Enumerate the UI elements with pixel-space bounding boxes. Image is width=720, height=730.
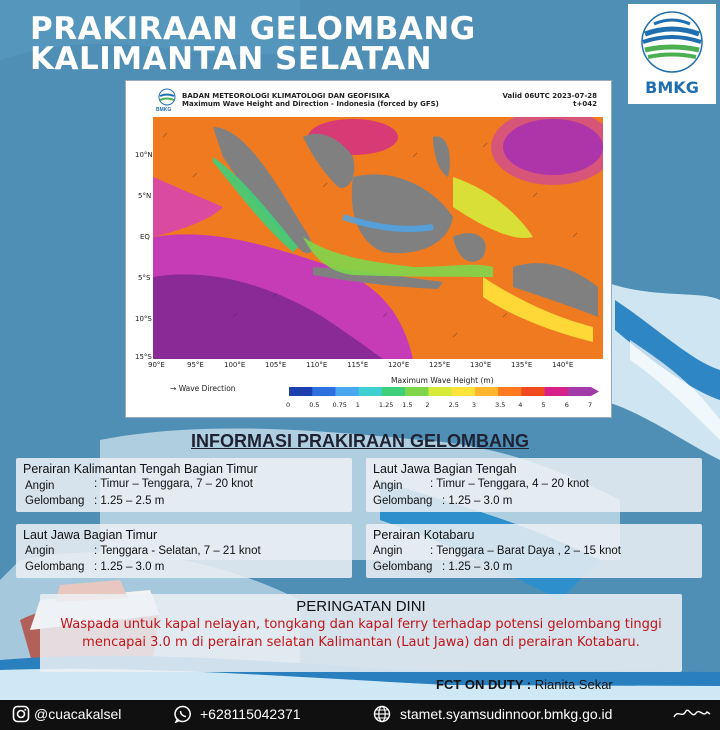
- colorbar-swatch: [521, 387, 545, 396]
- footer-bar: [0, 700, 720, 730]
- instagram-handle[interactable]: @cuacakalsel: [34, 706, 122, 722]
- colorbar-tick: 0.5: [309, 401, 320, 409]
- angin-label: Angin: [25, 545, 55, 557]
- colorbar-swatch: [498, 387, 522, 396]
- arrow-icon: →: [170, 384, 177, 393]
- lon-label-7: 120°E: [388, 361, 410, 369]
- gelombang-text: 1.25 – 3.0 m: [448, 495, 513, 507]
- colorbar-tick: 0.75: [332, 401, 347, 409]
- colorbar-extend-arrow: [591, 387, 599, 396]
- gelombang-text: 1.25 – 2.5 m: [100, 495, 165, 507]
- colorbar-swatch: [568, 387, 592, 396]
- colorbar-swatch: [359, 387, 383, 396]
- colorbar-tick: 3.5: [495, 401, 506, 409]
- angin-value: : Tenggara - Selatan, 7 – 21 knot: [94, 545, 261, 557]
- colorbar-tick: 1.5: [402, 401, 413, 409]
- wave-direction-label: Wave Direction: [178, 384, 236, 393]
- lon-label-5: 110°E: [306, 361, 328, 369]
- colorbar-tick: 6: [564, 401, 569, 409]
- gelombang-label: Gelombang: [373, 495, 433, 507]
- angin-value: : Tenggara – Barat Daya , 2 – 15 knot: [430, 545, 621, 557]
- panel-title: Perairan Kotabaru: [373, 528, 475, 542]
- colorbar-swatch: [452, 387, 476, 396]
- lon-label-2: 95°E: [187, 361, 204, 369]
- gelombang-text: 1.25 – 3.0 m: [448, 561, 513, 573]
- colorbar-tick: 2.5: [448, 401, 459, 409]
- colorbar-tick: 7: [588, 401, 593, 409]
- forecaster-on-duty: [436, 677, 613, 692]
- early-warning-box: [40, 594, 682, 672]
- colorbar-tick: 3: [471, 401, 476, 409]
- lat-label-1: 10°N: [135, 151, 153, 159]
- duty-name: Rianita Sekar: [534, 677, 613, 692]
- phone-number[interactable]: +628115042371: [200, 706, 301, 722]
- gelombang-value: : 1.25 – 3.0 m: [442, 495, 513, 507]
- panel-kotabaru: [366, 524, 702, 578]
- instagram-icon: [12, 705, 30, 723]
- lon-label-1: 90°E: [148, 361, 165, 369]
- signature-icon: [672, 705, 712, 723]
- gelombang-label: Gelombang: [373, 561, 433, 573]
- panel-laut-jawa-tengah: [366, 458, 702, 512]
- colorbar-swatch: [545, 387, 569, 396]
- panel-title: Perairan Kalimantan Tengah Bagian Timur: [23, 462, 258, 476]
- lon-label-9: 130°E: [470, 361, 492, 369]
- bmkg-small-logo-text: BMKG: [156, 107, 172, 113]
- angin-label: Angin: [373, 480, 403, 492]
- colorbar-tick: 5: [541, 401, 546, 409]
- colorbar-swatch: [405, 387, 429, 396]
- colorbar-swatch: [312, 387, 336, 396]
- lon-label-8: 125°E: [429, 361, 451, 369]
- title-line-1: PRAKIRAAN GELOMBANG: [30, 11, 476, 47]
- whatsapp-icon: [174, 705, 192, 723]
- page-title: [30, 11, 476, 77]
- angin-text: Tenggara - Selatan, 7 – 21 knot: [100, 545, 261, 557]
- lat-label-6: 15°S: [135, 353, 152, 361]
- colorbar-swatch: [475, 387, 499, 396]
- bmkg-logo: [628, 4, 716, 104]
- angin-label: Angin: [25, 480, 55, 492]
- colorbar-tick: 4: [518, 401, 523, 409]
- gelombang-value: : 1.25 – 2.5 m: [94, 495, 165, 507]
- lon-label-6: 115°E: [347, 361, 369, 369]
- lat-label-2: 5°N: [138, 192, 152, 200]
- map-subtitle: Maximum Wave Height and Direction - Indonesia (forced by GFS): [182, 100, 439, 108]
- colorbar-tick: 0: [286, 401, 291, 409]
- map-agency: BADAN METEOROLOGI KLIMATOLOGI DAN GEOFISIKA: [182, 92, 390, 100]
- angin-text: Timur – Tenggara, 4 – 20 knot: [436, 478, 589, 490]
- colorbar-swatch: [335, 387, 359, 396]
- colorbar-tick: 1: [355, 401, 360, 409]
- website-link[interactable]: stamet.syamsudinnoor.bmkg.go.id: [400, 706, 613, 722]
- gelombang-value: : 1.25 – 3.0 m: [94, 561, 165, 573]
- panel-title: Laut Jawa Bagian Tengah: [373, 462, 517, 476]
- warning-text: [40, 616, 682, 652]
- lon-label-11: 140°E: [552, 361, 574, 369]
- lat-label-3: EQ: [140, 233, 150, 241]
- colorbar-tick: 1.25: [378, 401, 394, 409]
- angin-value: : Timur – Tenggara, 4 – 20 knot: [430, 478, 589, 490]
- wave-map-card: [125, 80, 612, 418]
- bmkg-emblem-icon: [628, 4, 716, 76]
- lon-label-10: 135°E: [511, 361, 533, 369]
- panel-title: Laut Jawa Bagian Timur: [23, 528, 158, 542]
- globe-icon: [373, 705, 391, 723]
- gelombang-label: Gelombang: [25, 495, 85, 507]
- wave-height-map: [153, 117, 603, 359]
- warning-title: PERINGATAN DINI: [296, 598, 426, 615]
- colorbar-tick: 2: [425, 401, 430, 409]
- info-title: INFORMASI PRAKIRAAN GELOMBANG: [191, 431, 529, 451]
- gelombang-label: Gelombang: [25, 561, 85, 573]
- angin-label: Angin: [373, 545, 403, 557]
- lon-label-4: 105°E: [265, 361, 287, 369]
- warning-line-1: Waspada untuk kapal nelayan, tongkang dan kapal ferry terhadap potensi gelombang tinggi: [60, 617, 662, 632]
- title-line-2: KALIMANTAN SELATAN: [30, 41, 433, 77]
- map-valid-time: [502, 92, 597, 108]
- lat-label-5: 10°S: [135, 315, 152, 323]
- angin-value: : Timur – Tenggara, 7 – 20 knot: [94, 478, 253, 490]
- colorbar-swatch: [382, 387, 406, 396]
- warning-line-2: mencapai 3.0 m di perairan selatan Kalimantan (Laut Jawa) dan di perairan Kotabaru.: [82, 635, 640, 650]
- angin-text: Tenggara – Barat Daya , 2 – 15 knot: [436, 545, 621, 557]
- map-header: [182, 92, 439, 108]
- lon-label-3: 100°E: [224, 361, 246, 369]
- wave-direction-legend: [170, 384, 236, 393]
- logo-text: BMKG: [645, 78, 699, 97]
- angin-text: Timur – Tenggara, 7 – 20 knot: [100, 478, 253, 490]
- duty-label: FCT ON DUTY :: [436, 677, 532, 692]
- colorbar-swatch: [428, 387, 452, 396]
- gelombang-value: : 1.25 – 3.0 m: [442, 561, 513, 573]
- map-lead: t+042: [573, 100, 597, 108]
- colorbar: [289, 387, 599, 396]
- lat-label-4: 5°S: [138, 274, 151, 282]
- panel-laut-jawa-timur: [16, 524, 352, 578]
- colorbar-swatch: [289, 387, 313, 396]
- gelombang-text: 1.25 – 3.0 m: [100, 561, 165, 573]
- colorbar-label: Maximum Wave Height (m): [391, 376, 494, 385]
- panel-kalteng-timur: [16, 458, 352, 512]
- map-valid: Valid 06UTC 2023-07-28: [502, 92, 597, 100]
